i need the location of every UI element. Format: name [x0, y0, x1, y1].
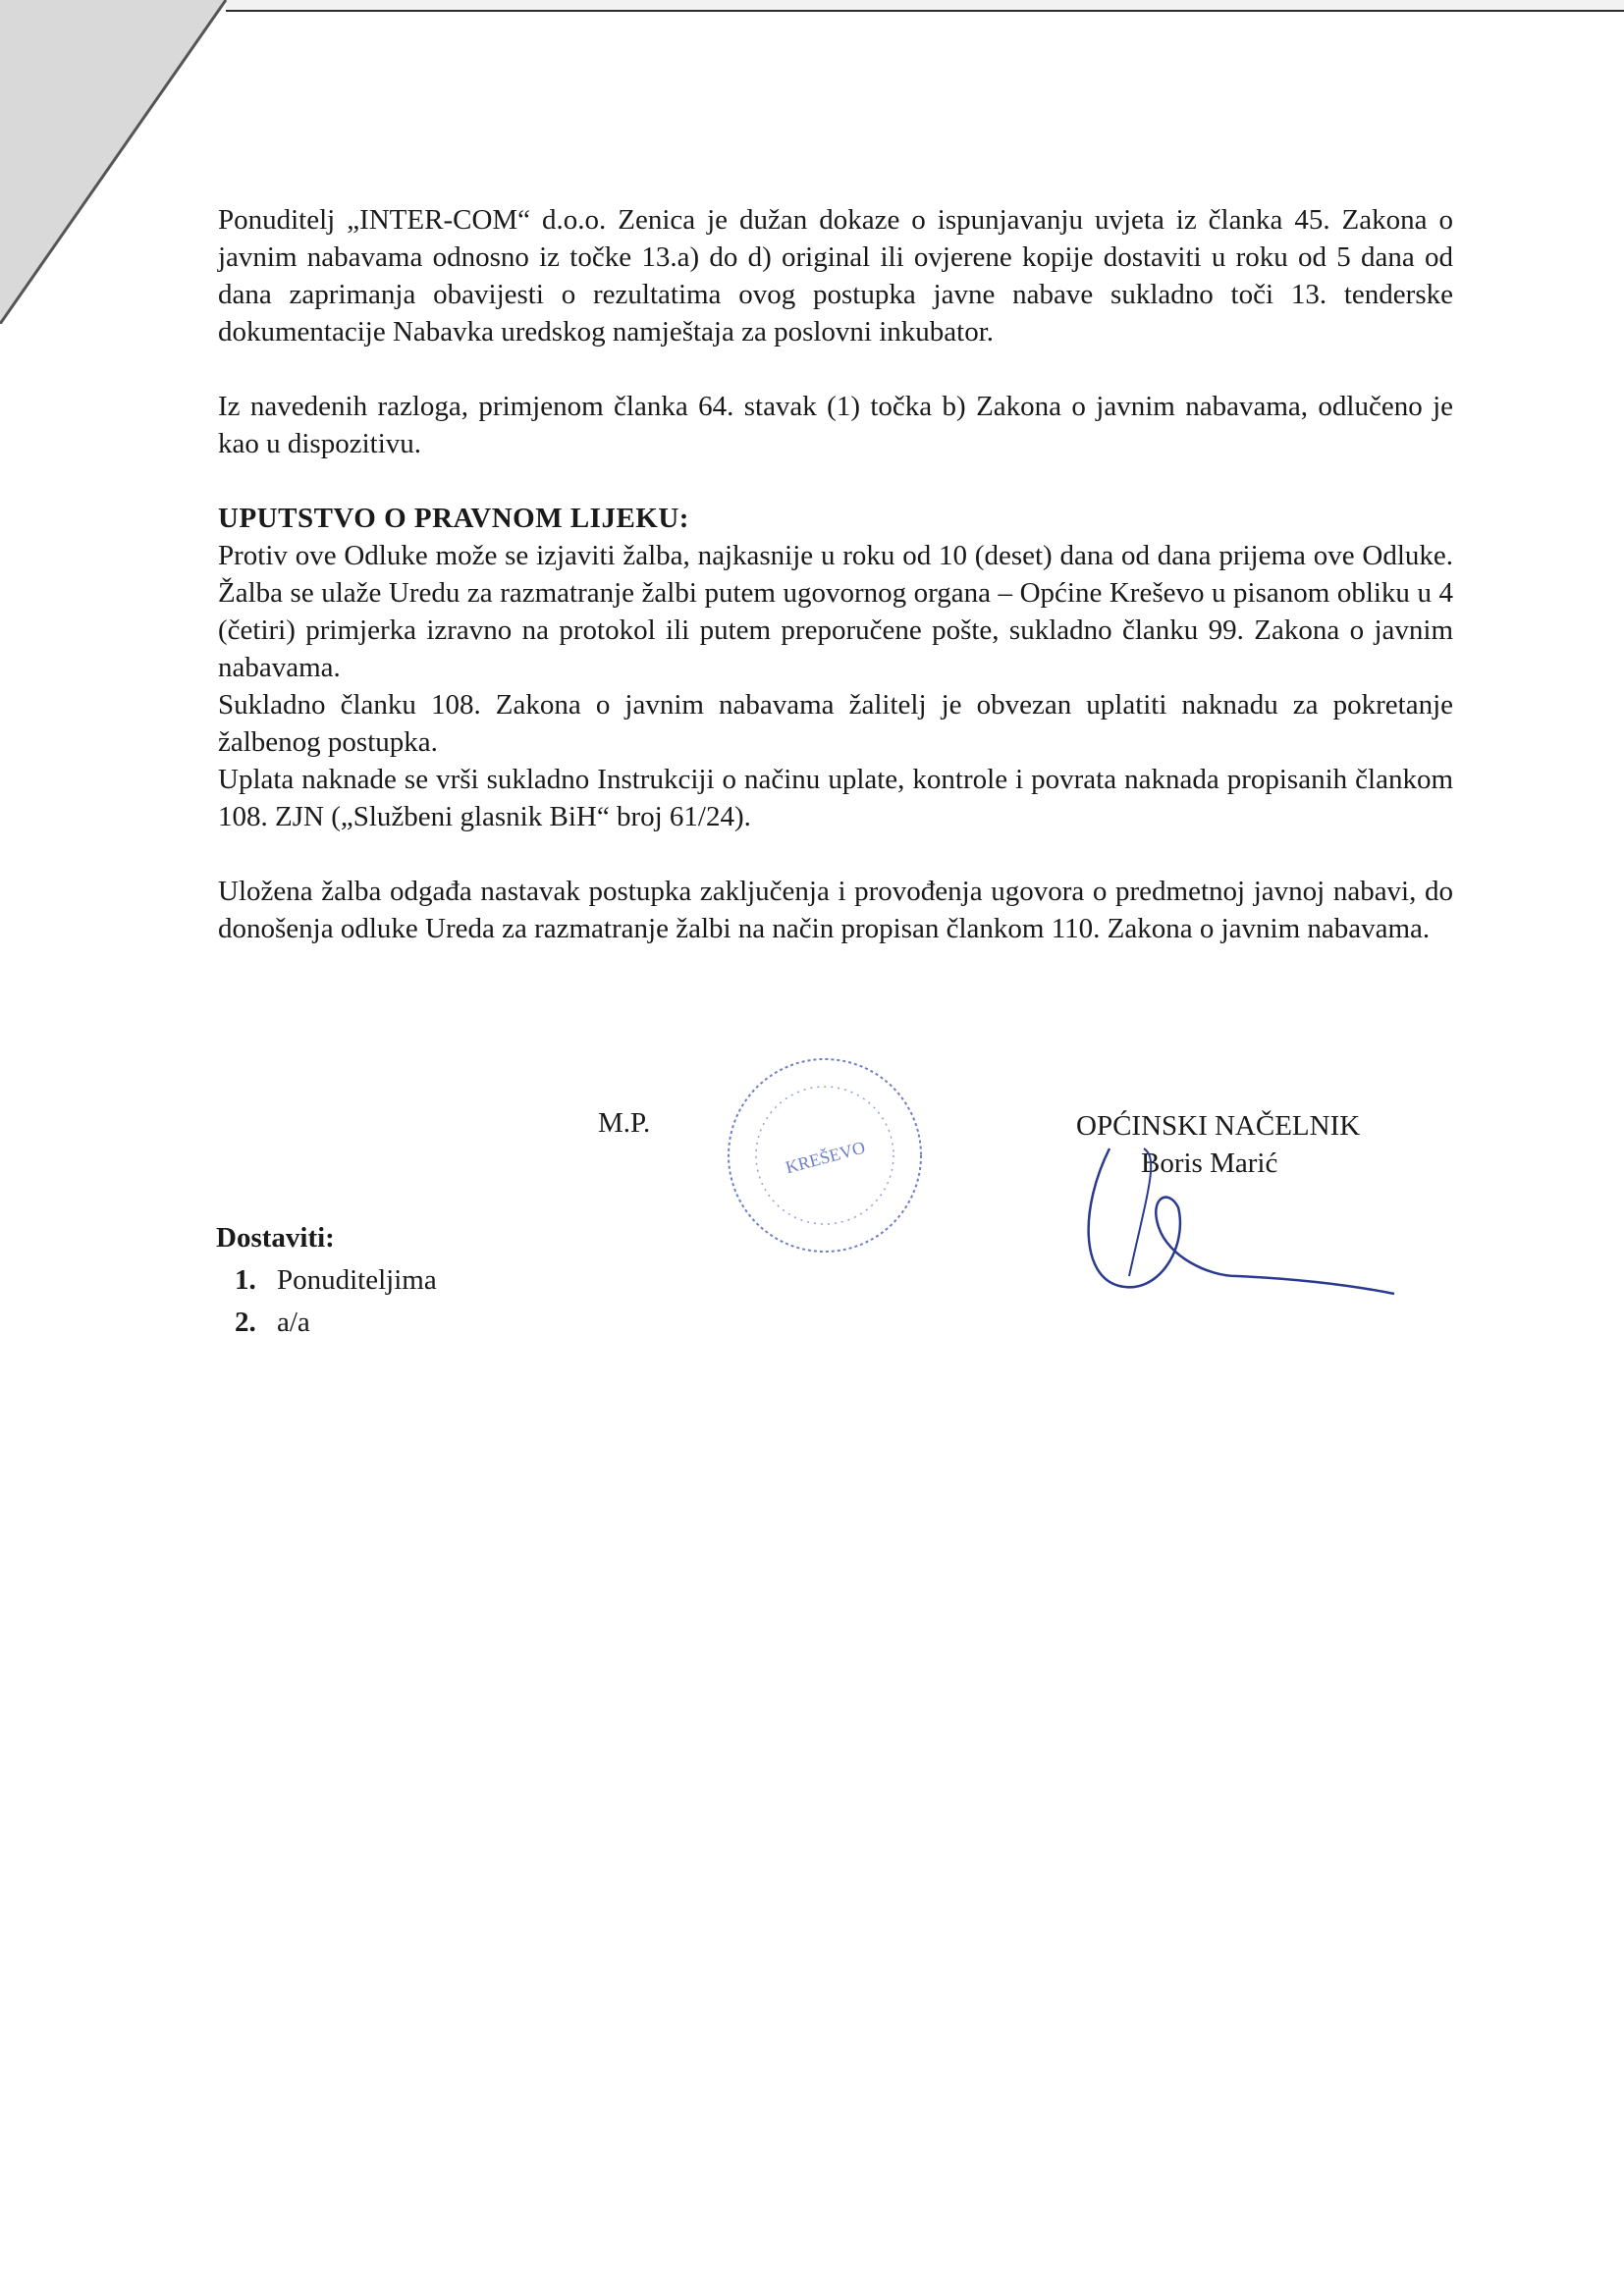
legal-remedy-payment: Uplata naknade se vrši sukladno Instrukciji o načinu uplate, kontrole i povrata naknada propisanih člankom 108. ZJN („Službeni glasnik BiH“ broj 61/24). — [218, 764, 1453, 832]
delivery-block — [216, 1217, 437, 1344]
handwritten-signature — [1070, 1129, 1404, 1306]
document-body — [218, 201, 1453, 985]
delivery-title: Dostaviti: — [216, 1222, 335, 1254]
legal-remedy-fee: Sukladno članku 108. Zakona o javnim nabavama žalitelj je obvezan uplatiti naknadu za pokretanje žalbenog postupka. — [218, 689, 1453, 758]
delivery-item: 2. a/a — [263, 1302, 437, 1344]
signatory-title: OPĆINSKI NAČELNIK — [1076, 1110, 1361, 1142]
paragraph-decision-basis: Iz navedenih razloga, primjenom članka 64. stavak (1) točka b) Zakona o javnim nabavama, odlučeno je kao u dispozitivu. — [218, 391, 1453, 459]
delivery-item: 1. Ponuditeljima — [263, 1259, 437, 1302]
scan-edge-top — [226, 0, 1624, 12]
legal-remedy-appeal: Protiv ove Odluke može se izjaviti žalba, najkasnije u roku od 10 (deset) dana od dana prijema ove Odluke. Žalba se ulaže Uredu za razmatranje žalbi putem ugovornog organa – Općine Kreševo u pisanom obliku u 4 (četiri) primjerka izravno na protokol ili putem preporučene pošte, sukladno članku 99. Zakona o javnim nabavama. — [218, 540, 1453, 683]
legal-remedy-suspension: Uložena žalba odgađa nastavak postupka zaključenja i provođenja ugovora o predmetnoj javnoj nabavi, do donošenja odluke Ureda za razmatranje žalbi na način propisan člankom 110. Zakona o javnim nabavama. — [218, 876, 1453, 944]
official-stamp — [723, 1053, 927, 1257]
delivery-list — [216, 1259, 437, 1344]
signatory-name: Boris Marić — [1141, 1148, 1278, 1179]
legal-remedy-heading: UPUTSTVO O PRAVNOM LIJEKU: — [218, 503, 689, 534]
stamp-text: KREŠEVO — [783, 1137, 868, 1178]
mp-label: M.P. — [598, 1107, 651, 1139]
paragraph-bidder-obligation: Ponuditelj „INTER-COM“ d.o.o. Zenica je dužan dokaze o ispunjavanju uvjeta iz članka 45. Zakona o javnim nabavama odnosno iz točke 13.a) do d) original ili ovjerene kopije dostaviti u roku od 5 dana od dana zaprimanja obavijesti o rezultatima ovog postupka javne nabave sukladno toči 13. tenderske dokumentacije Nabavka uredskog namještaja za poslovni inkubator. — [218, 204, 1453, 347]
scan-corner-fold — [0, 0, 255, 324]
